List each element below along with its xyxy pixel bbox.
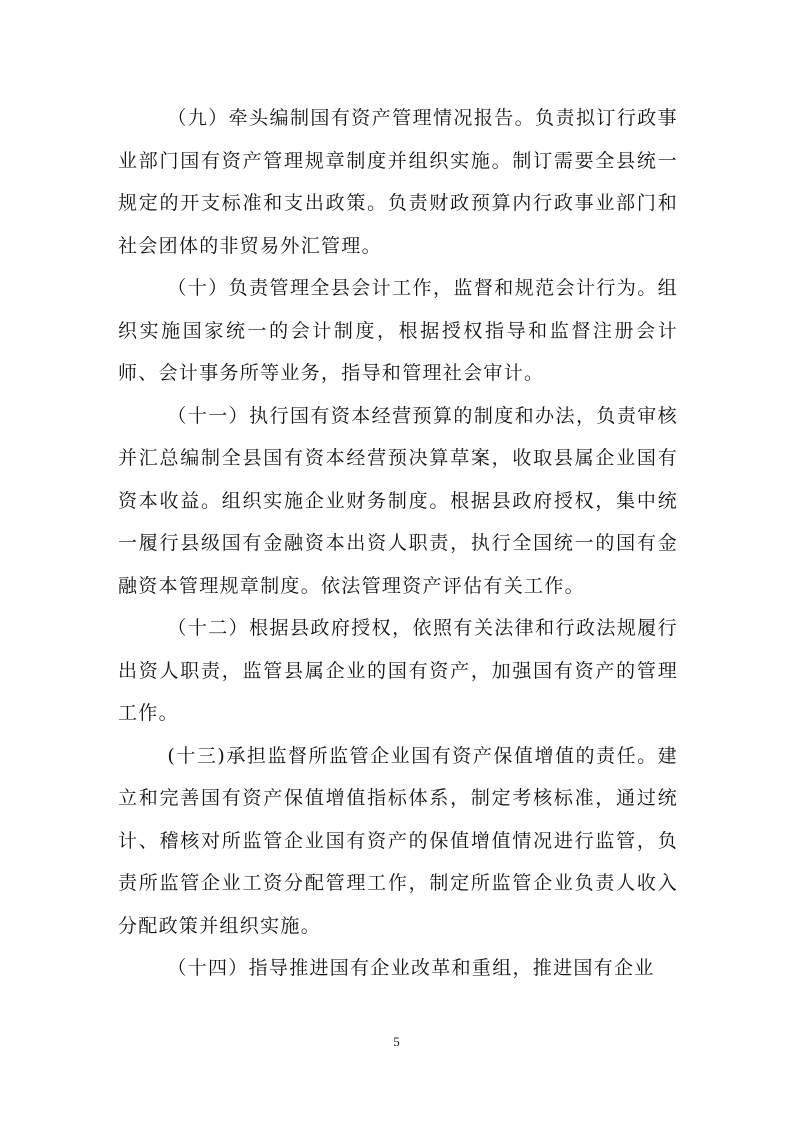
document-body <box>118 97 678 990</box>
paragraph-item-10: （十）负责管理全县会计工作，监督和规范会计行为。组织实施国家统一的会计制度，根据授权指导和监督注册会计师、会计事务所等业务，指导和管理社会审计。 <box>118 277 678 384</box>
paragraph-item-14: （十四）指导推进国有企业改革和重组，推进国有企业 <box>167 957 655 979</box>
paragraph-item-12: （十二）根据县政府授权，依照有关法律和行政法规履行出资人职责，监管县属企业的国有资产，加强国有资产的管理工作。 <box>118 617 678 724</box>
paragraph-item-9: （九）牵头编制国有资产管理情况报告。负责拟订行政事业部门国有资产管理规章制度并组织实施。制订需要全县统一规定的开支标准和支出政策。负责财政预算内行政事业部门和社会团体的非贸易外汇管理。 <box>118 107 678 257</box>
page-number: 5 <box>393 1034 400 1049</box>
paragraph-item-11: （十一）执行国有资本经营预算的制度和办法，负责审核并汇总编制全县国有资本经营预决算草案，收取县属企业国有资本收益。组织实施企业财务制度。根据县政府授权，集中统一履行县级国有金融资本出资人职责，执行全国统一的国有金融资本管理规章制度。依法管理资产评估有关工作。 <box>118 404 678 597</box>
paragraph-item-13: (十三)承担监督所监管企业国有资产保值增值的责任。建立和完善国有资产保值增值指标体系，制定考核标准，通过统计、稽核对所监管企业国有资产的保值增值情况进行监管，负责所监管企业工资分配管理工作，制定所监管企业负责人收入分配政策并组织实施。 <box>118 744 678 937</box>
